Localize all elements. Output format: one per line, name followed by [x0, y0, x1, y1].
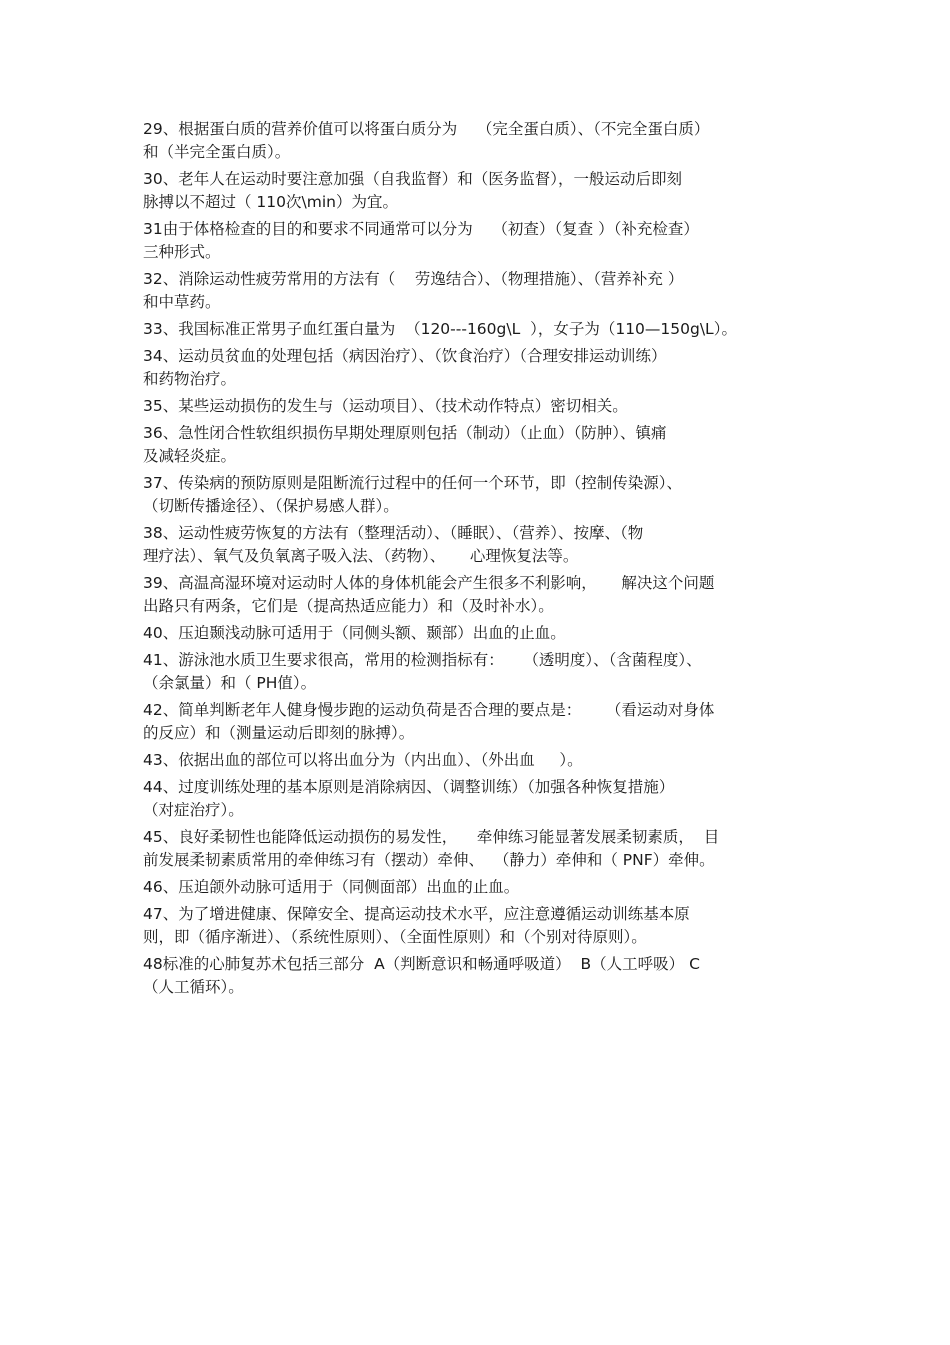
question-item — [143, 776, 823, 822]
question-text-line: 和药物治疗。 — [143, 370, 237, 388]
question-text-line: 46、压迫颌外动脉可适用于（同侧面部）出血的止血。 — [143, 878, 520, 896]
question-text-line: 40、压迫颞浅动脉可适用于（同侧头额、颞部）出血的止血。 — [143, 624, 566, 642]
question-text-line: 三种形式。 — [143, 243, 221, 261]
question-item — [143, 422, 823, 468]
question-text-line: 31由于体格检查的目的和要求不同通常可以分为 （初查）（复查 ）（补充检查） — [143, 220, 699, 238]
question-item — [143, 395, 823, 418]
question-text-line: 出路只有两条，它们是（提高热适应能力）和（及时补水）。 — [143, 597, 554, 615]
question-text-line: 前发展柔韧素质常用的牵伸练习有（摆动）牵伸、 （静力）牵伸和（ PNF）牵伸。 — [143, 851, 715, 869]
question-text-line: 35、某些运动损伤的发生与（运动项目）、（技术动作特点）密切相关。 — [143, 397, 628, 415]
question-text-line: （余氯量）和（ PH值）。 — [143, 674, 317, 692]
question-item — [143, 472, 823, 518]
question-text-line: 33、我国标准正常男子血红蛋白量为 （120---160g\L ），女子为（110—150g\L）。 — [143, 320, 737, 338]
question-text-line: 43、依据出血的部位可以将出血分为（内出血）、（外出血 ）。 — [143, 751, 583, 769]
question-item — [143, 699, 823, 745]
question-text-line: （人工循环）。 — [143, 978, 244, 996]
question-item — [143, 218, 823, 264]
question-text-line: 37、传染病的预防原则是阻断流行过程中的任何一个环节，即（控制传染源）、 — [143, 474, 682, 492]
question-item — [143, 268, 823, 314]
question-text-line: 29、根据蛋白质的营养价值可以将蛋白质分为 （完全蛋白质）、（不完全蛋白质） — [143, 120, 710, 138]
question-item — [143, 826, 823, 872]
question-item — [143, 345, 823, 391]
question-text-line: 脉搏以不超过（ 110次\min）为宜。 — [143, 193, 398, 211]
question-text-line: 理疗法）、氧气及负氧离子吸入法、（药物）、 心理恢复法等。 — [143, 547, 579, 565]
question-item — [143, 649, 823, 695]
question-item — [143, 953, 823, 999]
question-item — [143, 522, 823, 568]
question-item — [143, 876, 823, 899]
question-text-line: （对症治疗）。 — [143, 801, 244, 819]
question-text-line: 48标准的心肺复苏术包括三部分 A（判断意识和畅通呼吸道） B（人工呼吸） C — [143, 955, 700, 973]
question-text-line: 36、急性闭合性软组织损伤早期处理原则包括（制动）（止血）（防肿）、镇痛 — [143, 424, 667, 442]
question-text-line: 42、简单判断老年人健身慢步跑的运动负荷是否合理的要点是： （看运动对身体 — [143, 701, 715, 719]
question-item — [143, 903, 823, 949]
question-text-line: 的反应）和（测量运动后即刻的脉搏）。 — [143, 724, 415, 742]
question-item — [143, 749, 823, 772]
question-text-line: 41、游泳池水质卫生要求很高，常用的检测指标有： （透明度）、（含菌程度）、 — [143, 651, 702, 669]
question-text-line: 38、运动性疲劳恢复的方法有（整理活动）、（睡眠）、（营养）、按摩、（物 — [143, 524, 644, 542]
question-text-line: 47、为了增进健康、保障安全、提高运动技术水平，应注意遵循运动训练基本原 — [143, 905, 690, 923]
question-text-line: 和（半完全蛋白质）。 — [143, 143, 291, 161]
question-item — [143, 168, 823, 214]
question-text-line: 44、过度训练处理的基本原则是消除病因、（调整训练）（加强各种恢复措施） — [143, 778, 675, 796]
question-text-line: 39、高温高湿环境对运动时人体的身体机能会产生很多不利影响， 解决这个问题 — [143, 574, 715, 592]
question-text-line: （切断传播途径）、（保护易感人群）。 — [143, 497, 399, 515]
question-item — [143, 118, 823, 164]
question-text-line: 则，即（循序渐进）、（系统性原则）、（全面性原则）和（个别对待原则）。 — [143, 928, 647, 946]
question-item — [143, 318, 823, 341]
question-text-line: 45、良好柔韧性也能降低运动损伤的易发性， 牵伸练习能显著发展柔韧素质， 目 — [143, 828, 720, 846]
question-text-line: 34、运动员贫血的处理包括（病因治疗）、（饮食治疗）（合理安排运动训练） — [143, 347, 667, 365]
question-list — [143, 118, 823, 1003]
question-text-line: 及减轻炎症。 — [143, 447, 237, 465]
question-item — [143, 622, 823, 645]
question-text-line: 32、消除运动性疲劳常用的方法有（ 劳逸结合）、（物理措施）、（营养补充 ） — [143, 270, 684, 288]
question-text-line: 30、老年人在运动时要注意加强（自我监督）和（医务监督），一般运动后即刻 — [143, 170, 682, 188]
question-item — [143, 572, 823, 618]
question-text-line: 和中草药。 — [143, 293, 221, 311]
